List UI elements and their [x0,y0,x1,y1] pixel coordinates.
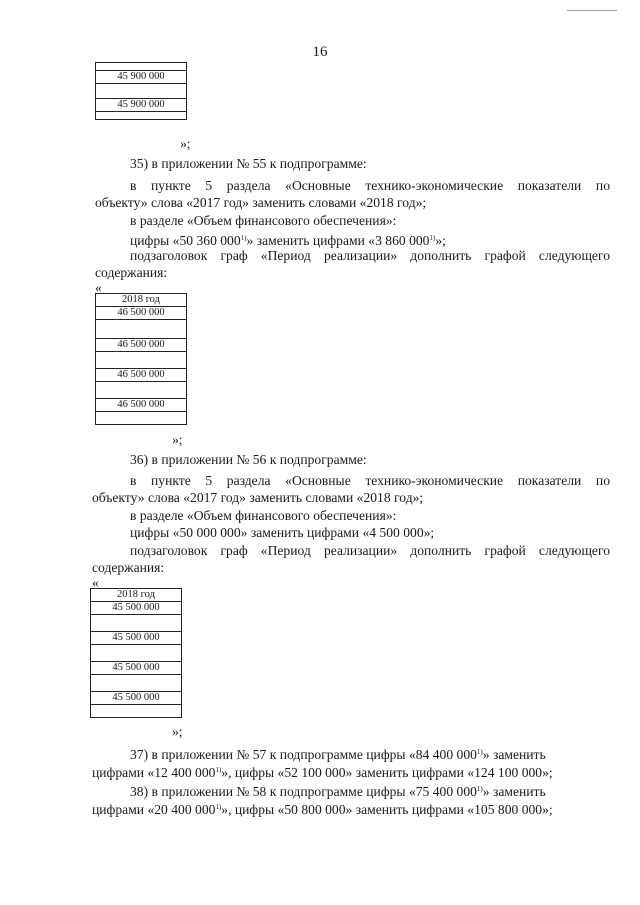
item-36-text: цифры «50 000 000» заменить цифрами «4 500 000»; [130,525,435,540]
table-2018 [90,588,182,718]
closing-quote: »; [172,724,183,739]
table-cell: 45 900 000 [96,71,187,84]
item-35-text: в разделе «Объем финансового обеспечения»: [130,213,397,228]
table-cell: 46 500 000 [96,399,187,412]
page-number: 16 [312,44,328,60]
item-36-text: в пункте 5 раздела «Основные технико-экономические показатели по [130,473,610,488]
item-36-text: в разделе «Объем финансового обеспечения»: [130,508,397,523]
table-cell: 45 500 000 [91,692,182,705]
item-36-text: содержания: [92,560,165,575]
closing-quote: »; [172,432,183,447]
table-cell: 46 500 000 [96,369,187,382]
table-2018 [95,293,187,425]
item-38-text: 38) в приложении № 58 к подпрограмме цифры «75 400 000$^{1)}$» заменить [130,784,546,799]
item-35-text: содержания: [95,265,168,280]
item-35-text: объекту» слова «2017 год» заменить словами «2018 год»; [95,195,427,210]
item-35-text: цифры «50 360 000$^{1)}$» заменить цифрами «3 860 000$^{1)}$»; [130,233,446,248]
opening-quote: « [92,575,99,590]
opening-quote: « [95,280,102,295]
item-37-text: 37) в приложении № 57 к подпрограмме цифры «84 400 000$^{1)}$» заменить [130,747,546,762]
table-cell: 45 500 000 [91,602,182,615]
table-continuation [95,62,187,120]
item-36-text: объекту» слова «2017 год» заменить словами «2018 год»; [92,490,424,505]
item-37-text: цифрами «12 400 000$^{1)}$», цифры «52 100 000» заменить цифрами «124 100 000»; [92,765,553,780]
table-cell: 46 500 000 [96,307,187,320]
item-35-text: в пункте 5 раздела «Основные технико-экономические показатели по [130,178,610,193]
table-cell: 45 900 000 [96,99,187,112]
item-36-heading: 36) в приложении № 56 к подпрограмме: [130,452,367,467]
item-38-text: цифрами «20 400 000$^{1)}$», цифры «50 800 000» заменить цифрами «105 800 000»; [92,802,553,817]
closing-quote: »; [180,136,191,151]
item-36-text: подзаголовок граф «Период реализации» дополнить графой следующего [130,543,610,558]
table-header: 2018 год [96,294,187,307]
table-cell: 45 500 000 [91,632,182,645]
table-cell: 45 500 000 [91,662,182,675]
item-35-heading: 35) в приложении № 55 к подпрограмме: [130,156,367,171]
table-header: 2018 год [91,589,182,602]
item-35-text: подзаголовок граф «Период реализации» дополнить графой следующего [130,248,610,263]
top-edge-mark [567,10,617,11]
table-cell: 46 500 000 [96,339,187,352]
